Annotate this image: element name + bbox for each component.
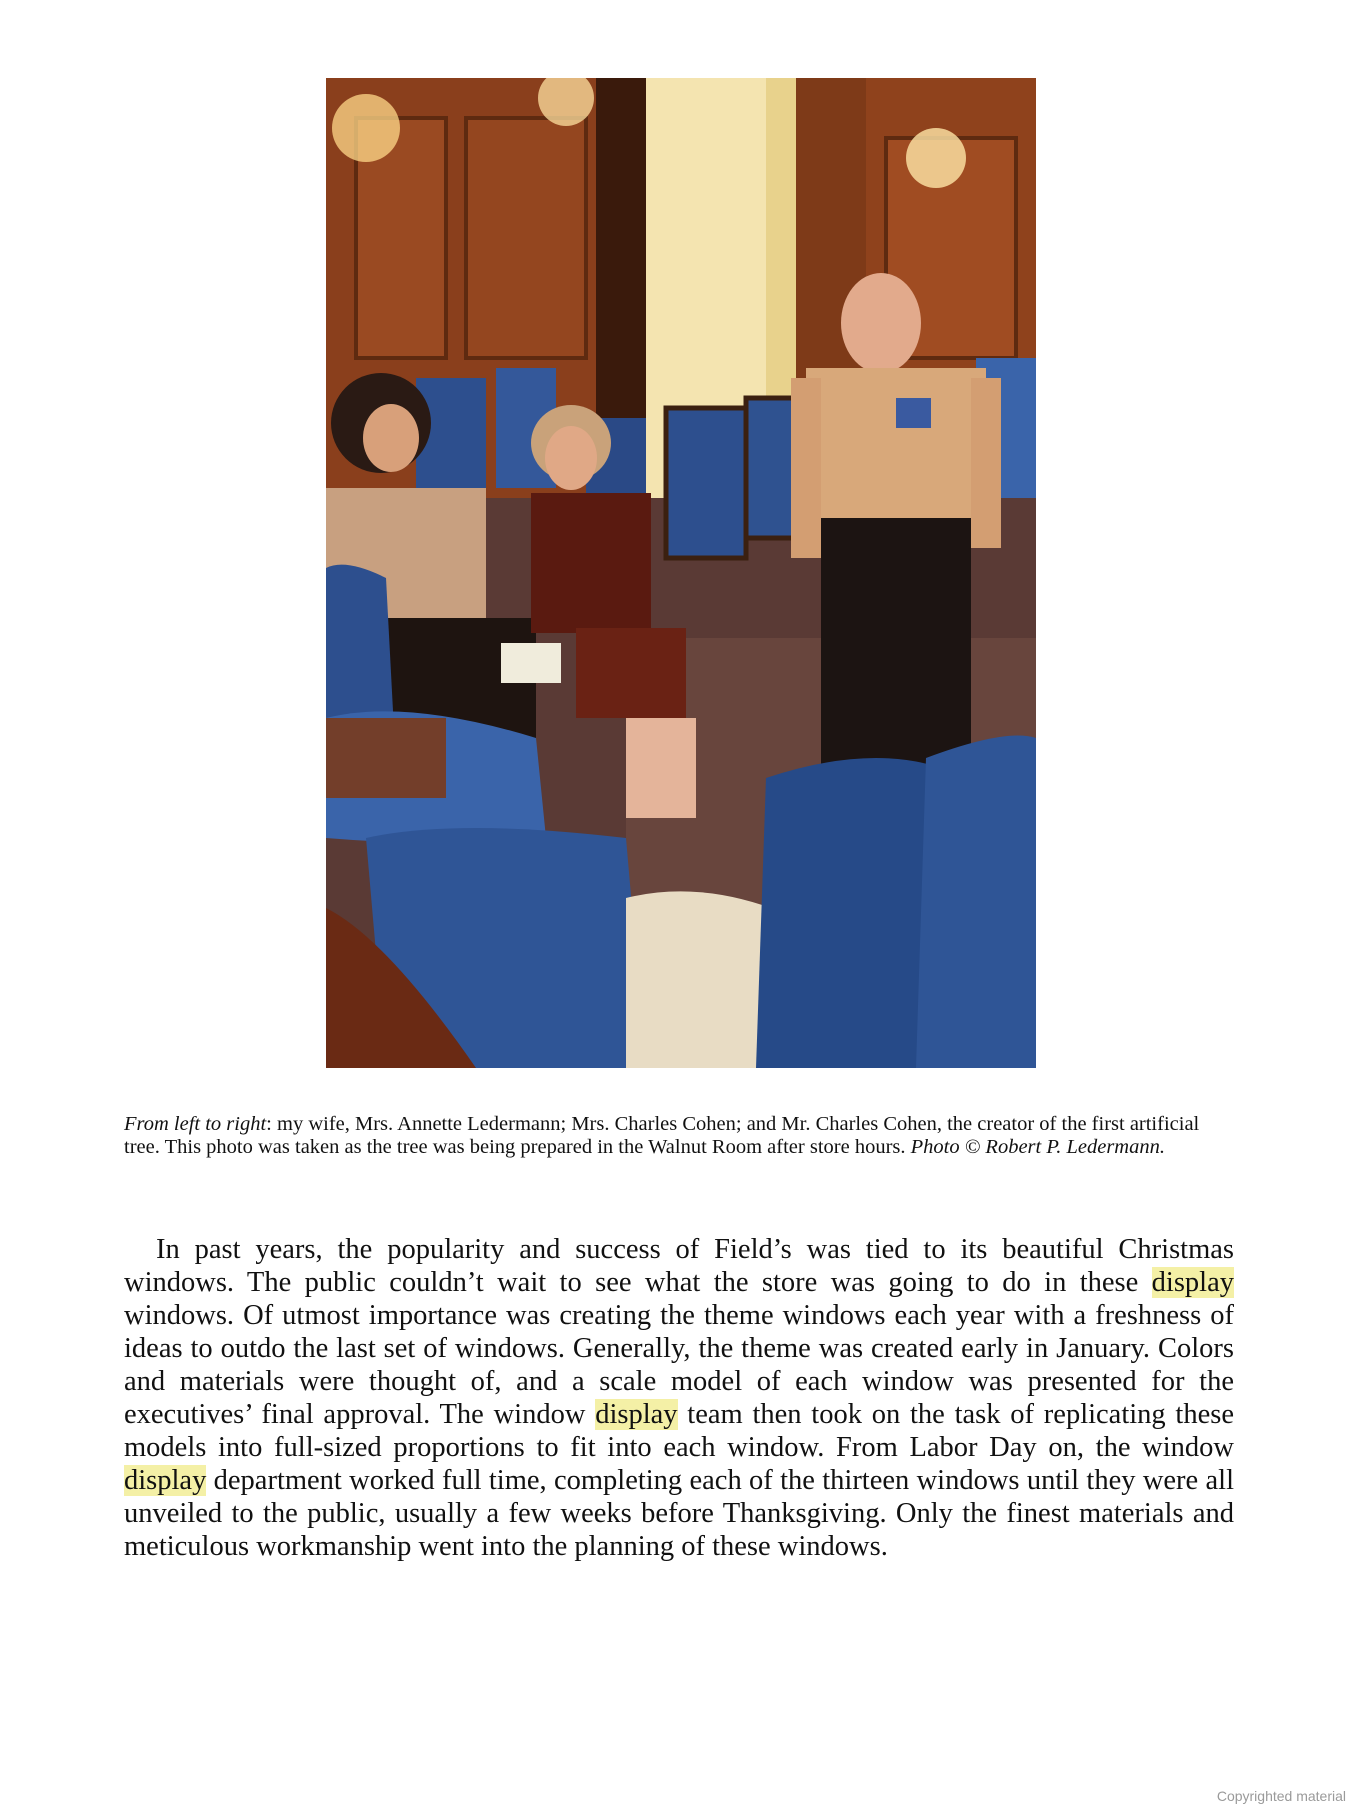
body-paragraph — [124, 1233, 1234, 1563]
caption-credit: Photo © Robert P. Ledermann. — [910, 1135, 1165, 1158]
photo-caption — [124, 1113, 1236, 1158]
caption-text: : my wife, Mrs. Annette Ledermann; Mrs. Charles Cohen; and Mr. Charles Cohen, the creator of the first artificial tree. This photo was taken as the tree was being prepared in the Walnut Room after store hours. — [124, 1113, 1200, 1158]
caption-lead: From left to right — [124, 1113, 267, 1135]
search-highlight: display — [124, 1465, 207, 1496]
search-highlight: display — [1151, 1267, 1234, 1298]
copyright-notice: Copyrighted material — [1216, 1788, 1346, 1804]
body-segment: In past years, the popularity and success of Field’s was tied to its beautiful Christmas windows. The public couldn’t wait to see what the store was going to do in these — [124, 1234, 1234, 1298]
photo-illustration — [326, 78, 1036, 1068]
body-segment: windows. Of utmost importance was creating the theme windows each year with a freshness of ideas to outdo the last set of windows. Generally, the theme was created early in January. Colors and materials were thought of, and a scale model of each window was presented for the executives’ final approval. The window — [124, 1300, 1234, 1430]
search-highlight: display — [595, 1399, 678, 1430]
body-segment: team then took on the task of replicating these models into full-sized proportions to fit into each window. From Labor Day on, the window — [124, 1399, 1234, 1463]
body-segment: department worked full time, completing each of the thirteen windows until they were all unveiled to the public, usually a few weeks before Thanksgiving. Only the finest materials and meticulous workmanship went into the planning of these windows. — [124, 1465, 1234, 1562]
walnut-room-photo — [326, 78, 1036, 1068]
